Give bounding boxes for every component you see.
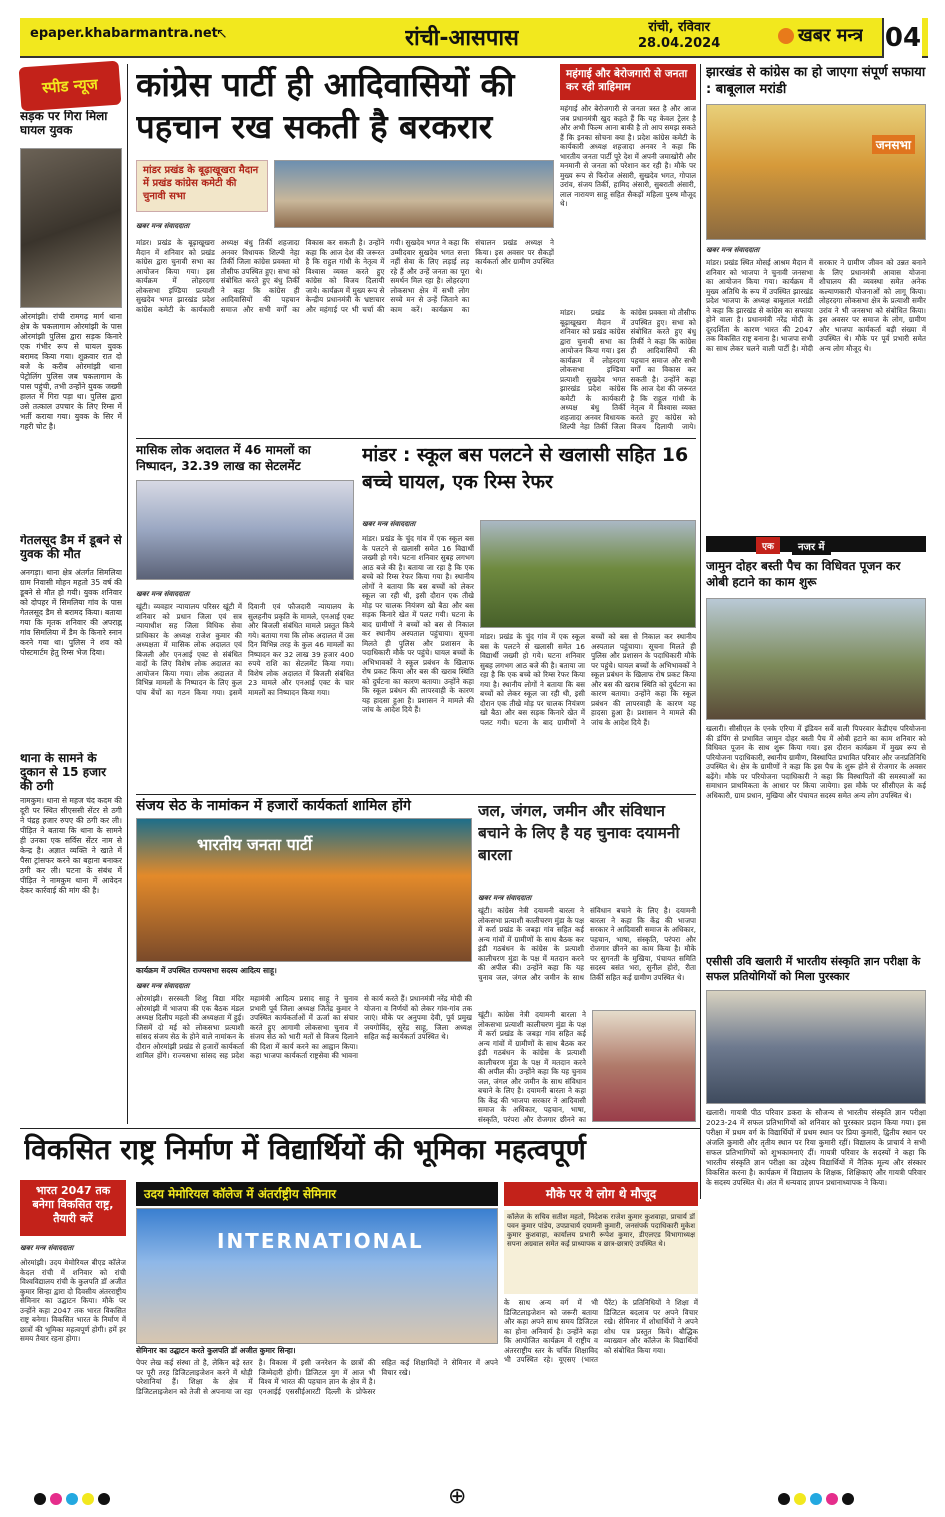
school-bus-body-left: मांडर। प्रखंड के चुंद गांव में एक स्कूल बस के पलटने से खलासी समेत 16 विद्यार्थी जख्मी हो गये। घटना शनिवार सुबह लगभग आठ बजे की है। बताया जा रहा है कि एक बच्चे को रिम्स रेफर किया गया है। स्थानीय लोगों ने बताया कि बस बच्चों को लेकर स्कूल जा रही थी, इसी दौरान एक तीखे मोड़ पर चालक नियंत्रण खो बैठा और बस सड़क किनारे खेत में पलट गयी। घटना के बाद ग्रामीणों ने बच्चों को बस से निकाल कर स्थानीय अस्पताल पहुंचाया। सूचना मिलते ही पुलिस और प्रशासन के पदाधिकारी मौके पर पहुंचे। घायल बच्चों के अभिभावकों ने स्कूल प्रबंधन के खिलाफ रोष प्रकट किया और बस की खराब स्थिति को दुर्घटना का कारण बताया। उन्होंने कहा कि स्कूल प्रबंधन की लापरवाही के कारण यह हादसा हुआ है। प्रशासन ने मामले की जांच के आदेश दिये हैं। <box>362 534 474 714</box>
seminar-body-cont: के साथ अन्य वर्ग में भी डिजिटलाइजेशन को जरूरी बताया और कहा अपने साथ समय डिजिटल का होना अनिवार्य है। उन्होंने कहा कि आयोजित कार्यक्रम में राष्ट्रीय व अंतरराष्ट्रीय स्तर के चर्चित शिक्षाविद भी उपस्थित रहे। यूएसए (भारत पैरेंट) के प्रतिनिधियों ने शिक्षा में डिजिटल बदलाव पर अपने विचार रखे। सेमिनार में शोधार्थियों ने अपने शोध पत्र प्रस्तुत किये। बौद्धिक व्याख्यान और कॉलेज के विद्यार्थियों को संबोधित किया गया। <box>504 1298 698 1364</box>
sanjay-caption: कार्यक्रम में उपस्थित राज्यसभा सदस्य आदित्य साहू। <box>136 966 277 975</box>
nazar-tag-1: एक <box>756 537 780 554</box>
dayamani-headline: जल, जंगल, जमीन और संविधान बचाने के लिए है यह चुनावः दयामनी बारला <box>478 802 680 864</box>
seminar-sidebar-title: भारत 2047 तक बनेगा विकसित राष्ट्र, तैयारी करें <box>20 1180 126 1236</box>
dayamani-byline: खबर मन्त्र संवाददाता <box>478 894 532 902</box>
speed-news-1-body: ओरमांझी। रांची रामगढ़ मार्ग थाना क्षेत्र के चकलागाम ओरमांझी के पास ओरमांझी पुलिस द्वारा सड़क किनारे एक गंभीर रूप से घायल युवक बरामद किया गया। शुक्रवार रात दो बजे के करीब ओरमांझी थाना पेट्रोलिंग पुलिस जब चकलागाम के पास पहुंची, तभी उन्होंने युवक जख्मी हालत में गिरा पड़ा था। पुलिस द्वारा उसे तत्काल उपचार के लिए रिम्स में भर्ती कराया गया। युवक के सिर में गहरी चोट है। <box>20 312 122 431</box>
seminar-body: पेपर लेख कई संस्था तो है, लेकिन बड़े स्तर पर पूरी तरह डिजिटलाइजेशन करने में थोड़ी परेशानियां हैं। शिक्षा के क्षेत्र में डिजिटलाइजेशन को तेजी से अपनाया जा रहा है। विकास में इसी जनरेशन के छात्रों की जिम्मेदारी होगी। डिजिटल युग में आज भी विश्व में भारत की पहचान ज्ञान के क्षेत्र में है। एनआईई एससीईआरटी दिल्ली के प्रोफेसर सहित कई शिक्षाविदों ने सेमिनार में अपने विचार रखे। <box>136 1358 498 1396</box>
red-box-body-cont: मांडर। प्रखंड के बूढ़ाखूखरा मैदान में शनिवार को प्रखंड कांग्रेस द्वारा चुनावी सभा का आयोजन किया गया। इस कार्यक्रम में लोहरदगा लोकसभा इण्डिया प्रत्याशी सुखदेव भगत झारखंड प्रदेश कांग्रेस कमेटी के कार्यकारी अध्यक्ष बंधु तिर्की शहजादा अनवर विधायक शिल्पी नेहा तिर्की जिला कांग्रेस प्रवक्ता मो तौसीफ उपस्थित हुए। सभा को संबोधित करते हुए बंधु तिर्की ने कहा कि कांग्रेस ही आदिवासियों की पहचान समाज और सभी वर्गों का विकास कर सकती है। उन्होंने कहा कि आज देश की जरूरत है कि राहुल गांधी के नेतृत्व में विश्वास व्यक्त करते हुए कांग्रेस को विजय दिलायी जाये। <box>560 308 696 431</box>
guests-list: कॉलेज के सचिव सतीश महतो, निदेशक राजेश कुमार कुशवाहा, प्राचार्य डॉ पवन कुमार पांडेय, उपप्राचार्य दयामनी कुमारी, जनसंपर्क पदाधिकारी मुकेश कुमार कुशवाहा, कार्यालय प्रभारी रूपेश कुमार, डीएलएड विभागाध्यक्ष सपना अग्रवाल समेत कई प्राध्यापक व छात्र-छात्राएं उपस्थित थे। <box>504 1210 698 1294</box>
color-registration-right <box>778 1490 938 1506</box>
brand-circle-icon <box>778 28 794 44</box>
nazar-tag-2: नजर में <box>792 537 831 555</box>
section-rule <box>136 794 696 795</box>
registration-mark-icon: ⊕ <box>448 1484 467 1509</box>
lok-adalat-photo <box>136 480 354 580</box>
jharkhand-headline: झारखंड से कांग्रेस का हो जाएगा संपूर्ण सफाया : बाबूलाल मरांडी <box>706 65 926 97</box>
jamun-body: खलारी। सीसीएल के एनके एरिया में इंडियन सर्वे वाली पिपरवार केडीएच परियोजना की डंपिंग से प्रभावित जामुन दोहर बस्ती पैच में ओबी हटाने का काम शनिवार को विधिवत पूजन के साथ शुरू किया गया। इस दौरान कार्यक्रम में मुख्य रूप से परियोजना पदाधिकारी, स्थानीय ग्रामीण, विस्थापित प्रभावित परिवार और जनप्रतिनिधि उपस्थित थे। क्षेत्र के ग्रामीणों ने कहा कि इस पैच के शुरू होने से रोजगार के अवसर बढ़ेंगे। मौके पर परियोजना पदाधिकारी ने कहा कि विस्थापितों की समस्याओं का समाधान प्राथमिकता के आधार पर किया जायेगा। इस मौके पर सीसीएल के कई अधिकारी, ग्राम प्रधान, मुखिया और पंचायत सदस्य समेत अन्य लोग उपस्थित थे। <box>706 724 926 800</box>
date-value: 28.04.2024 <box>638 36 721 51</box>
bjp-meeting-photo <box>136 818 472 962</box>
main-body: मांडर। प्रखंड के बूढ़ाखूखरा मैदान में शनिवार को प्रखंड कांग्रेस द्वारा चुनावी सभा का आयोजन किया गया। इस कार्यक्रम में लोहरदगा लोकसभा इण्डिया प्रत्याशी सुखदेव भगत झारखंड प्रदेश कांग्रेस कमेटी के कार्यकारी अध्यक्ष बंधु तिर्की शहजादा अनवर विधायक शिल्पी नेहा तिर्की जिला कांग्रेस प्रवक्ता मो तौसीफ उपस्थित हुए। सभा को संबोधित करते हुए बंधु तिर्की ने कहा कि कांग्रेस ही आदिवासियों की पहचान समाज और सभी वर्गों का विकास कर सकती है। उन्होंने कहा कि आज देश की जरूरत है कि राहुल गांधी के नेतृत्व में विश्वास व्यक्त करते हुए कांग्रेस को विजय दिलायी जाये। कार्यक्रम में मुख्य रूप से केन्द्रीय प्रधानमंत्री के भ्रष्टाचार और महंगाई पर भी चर्चा की गयी। सुखदेव भगत ने कहा कि उम्मीदवार सुखदेव भगत सत्ता नहीं सेवा के लिए लड़ाई लड़ रहे हैं और उन्हें जनता का पूरा समर्थन मिल रहा है। लोहरदगा लोकसभा क्षेत्र में सभी लोग सच्चे मन से उन्हें जिताने का काम करें। कार्यक्रम का संचालन प्रखंड अध्यक्ष ने किया। इस अवसर पर सैकड़ों कार्यकर्ता और ग्रामीण उपस्थित थे। <box>136 238 554 314</box>
brand-logo <box>778 23 863 47</box>
pointer-icon: ↖ <box>216 26 228 42</box>
lok-adalat-byline: खबर मन्त्र संवाददाता <box>136 590 190 598</box>
speed-news-1-title: सड़क पर गिरा मिला घायल युवक <box>20 110 108 137</box>
bjp-banner-text: भारतीय जनता पार्टी <box>197 835 313 854</box>
jamun-headline: जामुन दोहर बस्ती पैच का विधिवत पूजन कर ओबी हटाने का काम शुरू <box>706 559 901 589</box>
school-bus-byline: खबर मन्त्र संवाददाता <box>362 520 416 528</box>
lok-adalat-body: खूंटी। व्यवहार न्यायालय परिसर खूंटी में शनिवार को प्रधान जिला एवं सत्र न्यायाधीश सह जिला विधिक सेवा प्राधिकार के अध्यक्ष राजेश कुमार की अध्यक्षता में मासिक लोक अदालत एवं बिजली और एनआई एक्ट से संबंधित वादों के लिए विशेष लोक अदालत का आयोजन किया गया। लोक अदालत में विभिन्न मामलों के निष्पादन के लिए कुल पांच बेंचों का गठन किया गया। इसमें दिवानी एवं फौजदारी न्यायालय के सुलहनीय प्रकृति के मामले, एनआई एक्ट और बिजली संबंधित मामले प्रस्तुत किये गये। बताया गया कि लोक अदालत में उस दिन विभिन्न तरह के कुल 46 मामलों का निष्पादन कर 32 लाख 39 हजार 400 रुपये राशि का सेटलमेंट किया गया। विशेष लोक अदालत में बिजली संबंधित 23 मामले और एनआई एक्ट के चार मामलों का निष्पादन किया गया। <box>136 602 354 697</box>
jharkhand-byline: खबर मन्त्र संवाददाता <box>706 246 760 254</box>
main-byline: खबर मन्त्र संवाददाता <box>136 222 190 230</box>
lok-adalat-headline: मासिक लोक अदालत में 46 मामलों का निष्पादन, 32.39 लाख का सेटलमेंट <box>136 443 311 473</box>
date-block <box>638 20 720 52</box>
speed-news-2-title: गेतलसूद डैम में डूबने से युवक की मौत <box>20 534 122 561</box>
overturned-bus-photo <box>480 520 696 628</box>
school-bus-body-right: मांडर। प्रखंड के चुंद गांव में एक स्कूल बस के पलटने से खलासी समेत 16 विद्यार्थी जख्मी हो गये। घटना शनिवार सुबह लगभग आठ बजे की है। बताया जा रहा है कि एक बच्चे को रिम्स रेफर किया गया है। स्थानीय लोगों ने बताया कि बस बच्चों को लेकर स्कूल जा रही थी, इसी दौरान एक तीखे मोड़ पर चालक नियंत्रण खो बैठा और बस सड़क किनारे खेत में पलट गयी। घटना के बाद ग्रामीणों ने बच्चों को बस से निकाल कर स्थानीय अस्पताल पहुंचाया। सूचना मिलते ही पुलिस और प्रशासन के पदाधिकारी मौके पर पहुंचे। घायल बच्चों के अभिभावकों ने स्कूल प्रबंधन के खिलाफ रोष प्रकट किया और बस की खराब स्थिति को दुर्घटना का कारण बताया। उन्होंने कहा कि स्कूल प्रबंधन की लापरवाही के कारण यह हादसा हुआ है। प्रशासन ने मामले की जांच के आदेश दिये हैं। <box>480 632 696 727</box>
students-award-photo <box>706 990 926 1104</box>
main-headline: कांग्रेस पार्टी ही आदिवासियों की पहचान रख सकती है बरकरार <box>136 65 515 146</box>
sanjay-byline: खबर मन्त्र संवाददाता <box>136 982 190 990</box>
speed-news-2-body: अनगड़ा। थाना क्षेत्र अंतर्गत सिमलिया ग्राम निवासी मोहन महतो 35 वर्ष की डूबने से मौत हो गयी। युवक शनिवार को दोपहर में सिमलिया गांव के पास गेतलसूद डैम से बरामद किया। बताया गया कि मृतक शनिवार की अपराह्न गांव सिमलिया में डैम के किनारे स्नान करने गया था। पुलिस ने शव को पोस्टमार्टम हेतु रिम्स भेज दिया। <box>20 568 122 657</box>
section-rule <box>136 438 696 439</box>
seminar-sidebar-body: ओरमांझी। उदय मेमोरियल बीएड कॉलेज केदल रांची में शनिवार को रांची विश्वविद्यालय रांची के कुलपति डॉ अजीत कुमार सिन्हा द्वारा दो दिवसीय अंतरराष्ट्रीय सेमिनार का उद्घाटन किया। मौके पर उन्होंने कहा 2047 तक भारत विकसित राष्ट्र बनेगा। विकसित भारत के निर्माण में छात्रों की भूमिका महत्वपूर्ण होगी। हमें हर समय तैयार रहना होगा। <box>20 1258 126 1343</box>
speed-news-tag: स्पीड न्यूज <box>19 61 122 112</box>
seminar-caption: सेमिनार का उद्घाटन करते कुलपति डॉ अजीत कुमार सिन्हा। <box>136 1346 296 1355</box>
speed-news-3-title: थाना के सामने के दुकान से 15 हजार की ठगी <box>20 752 106 793</box>
jharkhand-body: मांडर। प्रखंड स्थित मोसई आश्रम मैदान में शनिवार को भाजपा ने चुनावी जनसभा का आयोजन किया गया। कार्यक्रम में मुख्य अतिथि के रूप में उपस्थित झारखंड प्रदेश भाजपा के अध्यक्ष बाबूलाल मरांडी ने कहा कि झारखंड से कांग्रेस का सफाया होने वाला है। प्रधानमंत्री नरेंद्र मोदी के दूरदर्शिता के कारण भारत की 2047 तक विकसित राष्ट्र बनाना है। भाजपा सभी का साथ लेकर चलने वाली पार्टी है। मोदी सरकार ने ग्रामीण जीवन को उन्नत बनाने के लिए प्रधानमंत्री आवास योजना शौचालय की व्यवस्था समेत अनेक कल्याणकारी योजनाओं को लागू किया। लोहरदगा लोकसभा क्षेत्र के प्रत्याशी समीर उरांव ने भी जनसभा को संबोधित किया। इस अवसर पर समाज के लोग, ग्रामीण और भाजपा कार्यकर्ता बड़ी संख्या में उपस्थित थे। मौके पर पूर्व प्रभारी समेत अन्य लोग मौजूद थे। <box>706 258 926 353</box>
dayamani-portrait-photo <box>592 1010 696 1122</box>
red-box-body: महंगाई और बेरोजगारी से जनता त्रस्त है और आज जब प्रधानमंत्री खुद कहते हैं कि यह केवल ट्रेलर है और अभी फिल्म आना बाकी है तो आप समझ सकते हैं कि इनका सोचना क्या है। प्रदेश कांग्रेस कमेटी के कार्यकारी अध्यक्ष शहजादा अनवर ने कहा कि भारतीय जनता पार्टी पूरे देश में अपनी जमाखोरी और मनमानी से जनता को परेशान कर रही है। मौके पर मुख्य रूप से फिरोज अंसारी, सुखदेव भगत, गोपाल उरांव, संजय तिर्की, हामिद अंसारी, सुबराती अंसारी, लाल नारायण साहू सहित सैकड़ों महिला पुरुष मौजूद थे। <box>560 104 696 208</box>
brand-name: खबर मन्त्र <box>798 25 864 46</box>
dayamani-body-cont: खूंटी। कांग्रेस नेत्री दयामनी बारला ने लोकसभा प्रत्याशी कालीचरण मुंडा के पक्ष में कर्रा प्रखंड के जबड़ा गांव सहित कई अन्य गांवों में ग्रामीणों के साथ बैठक कर इंडी गठबंधन के कांग्रेस के प्रत्याशी कालीचरण मुंडा के पक्ष में मतदान करने की अपील की। उन्होंने कहा कि यह चुनाव जल, जंगल और जमीन के साथ संविधान बचाने के लिए है। दयामनी बारला ने कहा कि केंद्र की भाजपा सरकार ने आदिवासी समाज के अधिकार, पहचान, भाषा, संस्कृति, परंपरा और रोजगार छीनने का <box>478 1010 586 1124</box>
section-rule <box>20 1128 700 1129</box>
seminar-inauguration-photo <box>136 1208 498 1344</box>
dayamani-body: खूंटी। कांग्रेस नेत्री दयामनी बारला ने लोकसभा प्रत्याशी कालीचरण मुंडा के पक्ष में कर्रा प्रखंड के जबड़ा गांव सहित कई अन्य गांवों में ग्रामीणों के साथ बैठक कर इंडी गठबंधन के कांग्रेस के प्रत्याशी कालीचरण मुंडा के पक्ष में मतदान करने की अपील की। उन्होंने कहा कि यह चुनाव जल, जंगल और जमीन के साथ संविधान बचाने के लिए है। दयामनी बारला ने कहा कि केंद्र की भाजपा सरकार ने आदिवासी समाज के अधिकार, पहचान, भाषा, संस्कृति, परंपरा और रोजगार छीनने का काम किया है। मौके पर सुगनती के मुखिया, पंचायत समिति सदस्य बसंत भरा, सुनील होरो, रीता तिर्की सहित कई ग्रामीण उपस्थित थे। <box>478 906 696 982</box>
seminar-headline: विकसित राष्ट्र निर्माण में विद्यार्थियों की भूमिका महत्वपूर्ण <box>24 1133 586 1166</box>
seminar-banner: उदय मेमोरियल कॉलेज में अंतर्राष्ट्रीय सेमिनार <box>136 1182 498 1206</box>
speed-news-3-body: नामकुम। थाना से महज चंद कदम की दूरी पर स्थित सीएससी सेंटर से ठगी ने पंद्रह हजार रुपए की ठगी कर ली। पीड़ित ने बताया कि थाना के सामने ही उनका एक सर्विस सेंटर नाम से केन्द्र है। अज्ञात व्यक्ति ने खाते में पैसा ट्रांसफर करने का बहाना बनाकर ठगी कर ली। घटना के संबंध में पीड़ित ने नामकुम थाना में आवेदन देकर कार्रवाई की मांग की है। <box>20 796 122 895</box>
section-title: रांची-आसपास <box>405 26 519 51</box>
injured-man-photo <box>20 148 122 308</box>
guests-title: मौके पर ये लोग थे मौजूद <box>504 1182 698 1206</box>
bjp-rally-photo <box>706 104 926 240</box>
column-divider <box>700 64 701 1199</box>
rally-banner-text: जनसभा <box>872 135 915 154</box>
puja-ceremony-photo <box>706 598 926 720</box>
sanjay-body: ओरमांझी। सरस्वती शिशु विद्या मंदिर ओरमांझी में भाजपा की एक बैठक मंडल अध्यक्ष दिलीप महतो की अध्यक्षता में हुई। जिसमें दो मई को लोकसभा प्रत्याशी सांसद संजय सेठ के होने वाले नामांकन के दौरान ओरमांझी प्रखंड से हजारों कार्यकर्ता शामिल होंगे। राज्यसभा सांसद सह प्रदेश महामंत्री आदित्य प्रसाद साहू ने चुनाव प्रभारी पूर्व जिला अध्यक्ष जितेंद्र कुमार ने उपस्थित कार्यकर्ताओं में ऊर्जा का संचार करते हुए आगामी लोकसभा चुनाव में संजय सेठ को भारी मतों से विजय दिलाने की दिशा में कार्य करने का आह्वान किया। कहा भाजपा कार्यकर्ता राष्ट्रसेवा की भावना से कार्य करते हैं। प्रधानमंत्री नरेंद्र मोदी की योजना व निर्णयों को लेकर गांव-गांव तक जाएं। मौके पर अनुपमा देवी, पूर्व प्रमुख जयगोविंद, सुरेंद्र साहू, जिला अध्यक्ष सहित कई कार्यकर्ता उपस्थित थे। <box>136 994 472 1060</box>
date-day: रांची, रविवार <box>648 20 710 35</box>
color-registration-left <box>34 1490 194 1506</box>
main-subhead: मांडर प्रखंड के बूढ़ाखूखरा मैदान में प्रखंड कांग्रेस कमेटी की चुनावी सभा <box>136 160 268 212</box>
congress-rally-photo <box>274 160 554 228</box>
page-number: 04 <box>882 18 922 58</box>
seminar-sidebar-byline: खबर मन्त्र संवाददाता <box>20 1244 74 1252</box>
column-divider <box>127 64 128 1124</box>
sanskriti-body: खलारी। गायत्री पीठ परिवार डकरा के सौजन्य से भारतीय संस्कृति ज्ञान परीक्षा 2023-24 में सफल प्रतिभागियों को शनिवार को पुरस्कार प्रदान किया गया। इस परीक्षा में प्रथम वर्ग के विद्यार्थियों में प्रथम स्थान पर प्रिया कुमारी, द्वितीय स्थान पर अंजलि कुमारी और तृतीय स्थान पर रिया कुमारी रहीं। विद्यालय के प्राचार्य ने सभी सफल प्रतिभागियों को शुभकामनाएं दीं। गायत्री परिवार के सदस्यों ने कहा कि भारतीय संस्कृति ज्ञान परीक्षा का उद्देश्य विद्यार्थियों में नैतिक मूल्य और संस्कार विकसित करना है। कार्यक्रम में विद्यालय के शिक्षक, शिक्षिकाएं और गायत्री परिवार के सदस्य उपस्थित थे। अंत में धन्यवाद ज्ञापन प्रधानाध्यापक ने किया। <box>706 1108 926 1187</box>
sanskriti-headline: एसीसी उवि खलारी में भारतीय संस्कृति ज्ञान परीक्षा के सफल प्रतियोगियों को मिला पुरस्कार <box>706 955 921 983</box>
epaper-url[interactable]: epaper.khabarmantra.net <box>30 26 218 41</box>
red-box-title: महंगाई और बेरोजगारी से जनता कर रही त्राहिमाम <box>560 64 696 100</box>
seminar-photo-text: INTERNATIONAL <box>217 1229 424 1253</box>
sanjay-headline: संजय सेठ के नामांकन में हजारों कार्यकर्ता शामिल होंगे <box>136 798 411 814</box>
school-bus-headline: मांडर : स्कूल बस पलटने से खलासी सहित 16 बच्चे घायल, एक रिम्स रेफर <box>362 444 689 493</box>
